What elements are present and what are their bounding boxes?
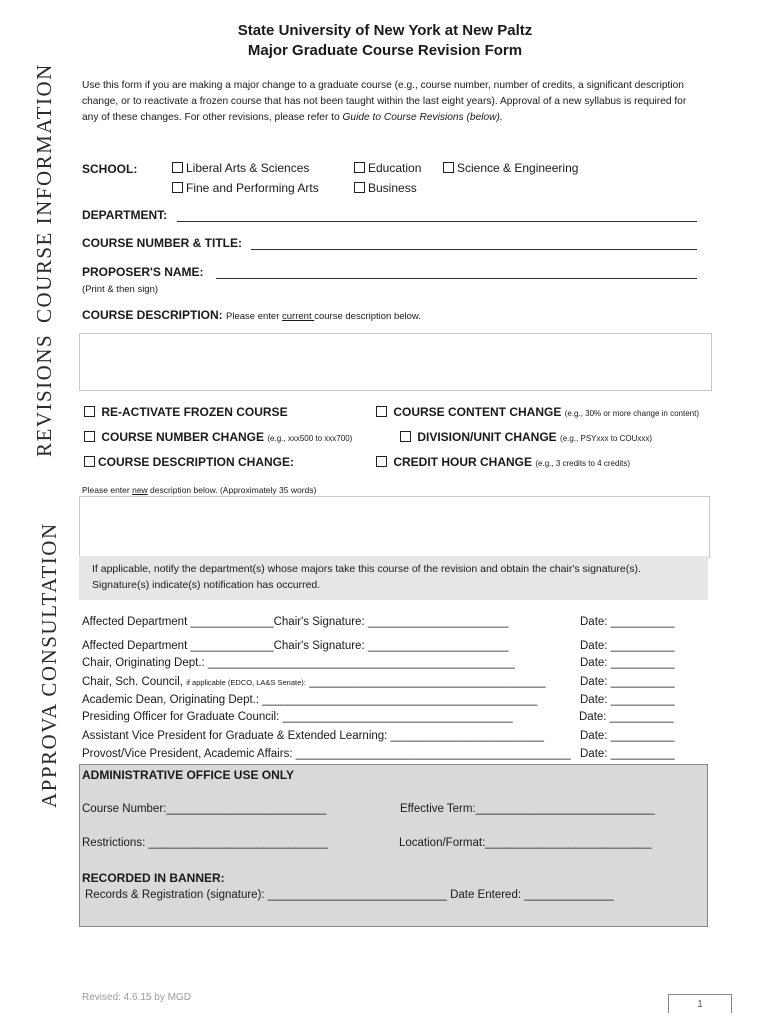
chair-originating-dept[interactable]: Chair, Originating Dept.: ________________________________________________ [82,657,515,669]
date-field-8[interactable]: Date: __________ [580,748,675,760]
affected-department-1[interactable]: Affected Department _____________Chair's Signature: ______________________ [82,616,509,628]
date-field-2[interactable]: Date: __________ [580,640,675,652]
admin-restrictions[interactable]: Restrictions: ____________________________ [82,837,328,849]
school-option-las[interactable]: Liberal Arts & Sciences [172,161,309,175]
change-reactivate[interactable]: RE-ACTIVATE FROZEN COURSE [84,405,288,419]
department-field[interactable] [177,221,697,222]
assistant-vice-president[interactable]: Assistant Vice President for Graduate & Extended Learning: ________________________ [82,730,545,742]
date-field-4[interactable]: Date: __________ [580,676,675,688]
course-number-title-label: COURSE NUMBER & TITLE: [82,236,242,250]
checkbox-icon [354,162,365,173]
side-label-course-information: COURSE INFORMATION [32,63,56,323]
side-label-approval-consultation: APPROVA CONSULTATION [37,522,61,808]
checkbox-icon [84,406,95,417]
affected-department-2[interactable]: Affected Department _____________Chair's Signature: ______________________ [82,640,509,652]
provost-vice-president[interactable]: Provost/Vice President, Academic Affairs: ___________________________________________ [82,748,571,760]
school-option-science-engineering[interactable]: Science & Engineering [443,161,578,175]
notification-text: If applicable, notify the department(s) whose majors take this course of the revision and obtain the chair's signature(s). Signature(s) indicate(s) notification has occurred. [92,563,641,591]
new-description-hint: Please enter new description below. (Approximately 35 words) [82,485,317,495]
checkbox-icon [400,431,411,442]
intro-paragraph: Use this form if you are making a major change to a graduate course (e.g., course number, number of credits, a significant description change, or to reactivate a frozen course that has not been taught within the last eight years). Approval of a new syllabus is required for any of these changes. For other revisions, please refer to Guide to Course Revisions (below). [82,80,687,123]
department-label: DEPARTMENT: [82,208,168,222]
records-registration-signature[interactable]: Records & Registration (signature): ____________________________ Date Entered: ______________ [85,889,614,901]
revised-note: Revised: 4.6.15 by MGD [82,992,191,1003]
change-description[interactable]: COURSE DESCRIPTION CHANGE: [84,455,294,469]
checkbox-icon [376,456,387,467]
admin-location-format[interactable]: Location/Format:__________________________ [399,837,652,849]
date-field-1[interactable]: Date: __________ [580,616,675,628]
change-content[interactable]: COURSE CONTENT CHANGE (e.g., 30% or more change in content) [376,405,699,419]
date-field-6[interactable]: Date: __________ [579,711,674,723]
form-title-line1: State University of New York at New Paltz [237,22,533,39]
guide-link[interactable]: Guide to Course Revisions (below). [342,112,503,123]
checkbox-icon [172,182,183,193]
school-option-business[interactable]: Business [354,181,417,195]
current-description-textarea[interactable] [79,333,712,391]
school-label: SCHOOL: [82,162,138,176]
chair-school-council[interactable]: Chair, Sch. Council, if applicable (EDCO, LA&S Senate): _____________________________________ [82,676,546,688]
change-number[interactable]: COURSE NUMBER CHANGE (e.g., xxx500 to xxx700) [84,430,352,444]
admin-effective-term[interactable]: Effective Term:____________________________ [400,803,655,815]
page-number: 1 [668,994,732,1013]
presiding-officer[interactable]: Presiding Officer for Graduate Council: ____________________________________ [82,711,513,723]
date-field-5[interactable]: Date: __________ [580,694,675,706]
checkbox-icon [84,431,95,442]
change-division[interactable]: DIVISION/UNIT CHANGE (e.g., PSYxxx to COUxxx) [400,430,652,444]
academic-dean[interactable]: Academic Dean, Originating Dept.: ___________________________________________ [82,694,538,706]
admin-heading: ADMINISTRATIVE OFFICE USE ONLY [82,768,295,782]
date-field-3[interactable]: Date: __________ [580,657,675,669]
proposer-hint: (Print & then sign) [82,284,159,295]
course-number-title-field[interactable] [251,249,697,250]
new-description-textarea[interactable] [79,496,710,558]
school-option-education[interactable]: Education [354,161,421,175]
change-credit-hour[interactable]: CREDIT HOUR CHANGE (e.g., 3 credits to 4 credits) [376,455,630,469]
recorded-in-banner-label: RECORDED IN BANNER: [82,871,225,885]
school-option-fine-performing-arts[interactable]: Fine and Performing Arts [172,181,319,195]
proposer-name-label: PROPOSER'S NAME: [82,265,204,279]
checkbox-icon [443,162,454,173]
checkbox-icon [84,456,95,467]
proposer-name-field[interactable] [216,278,697,279]
checkbox-icon [354,182,365,193]
side-label-revisions: REVISIONS [32,333,56,457]
course-description-heading: COURSE DESCRIPTION: Please enter current course description below. [82,308,421,322]
checkbox-icon [172,162,183,173]
form-title-line2: Major Graduate Course Revision Form [247,42,523,59]
admin-course-number[interactable]: Course Number:_________________________ [82,803,327,815]
date-field-7[interactable]: Date: __________ [580,730,675,742]
checkbox-icon [376,406,387,417]
